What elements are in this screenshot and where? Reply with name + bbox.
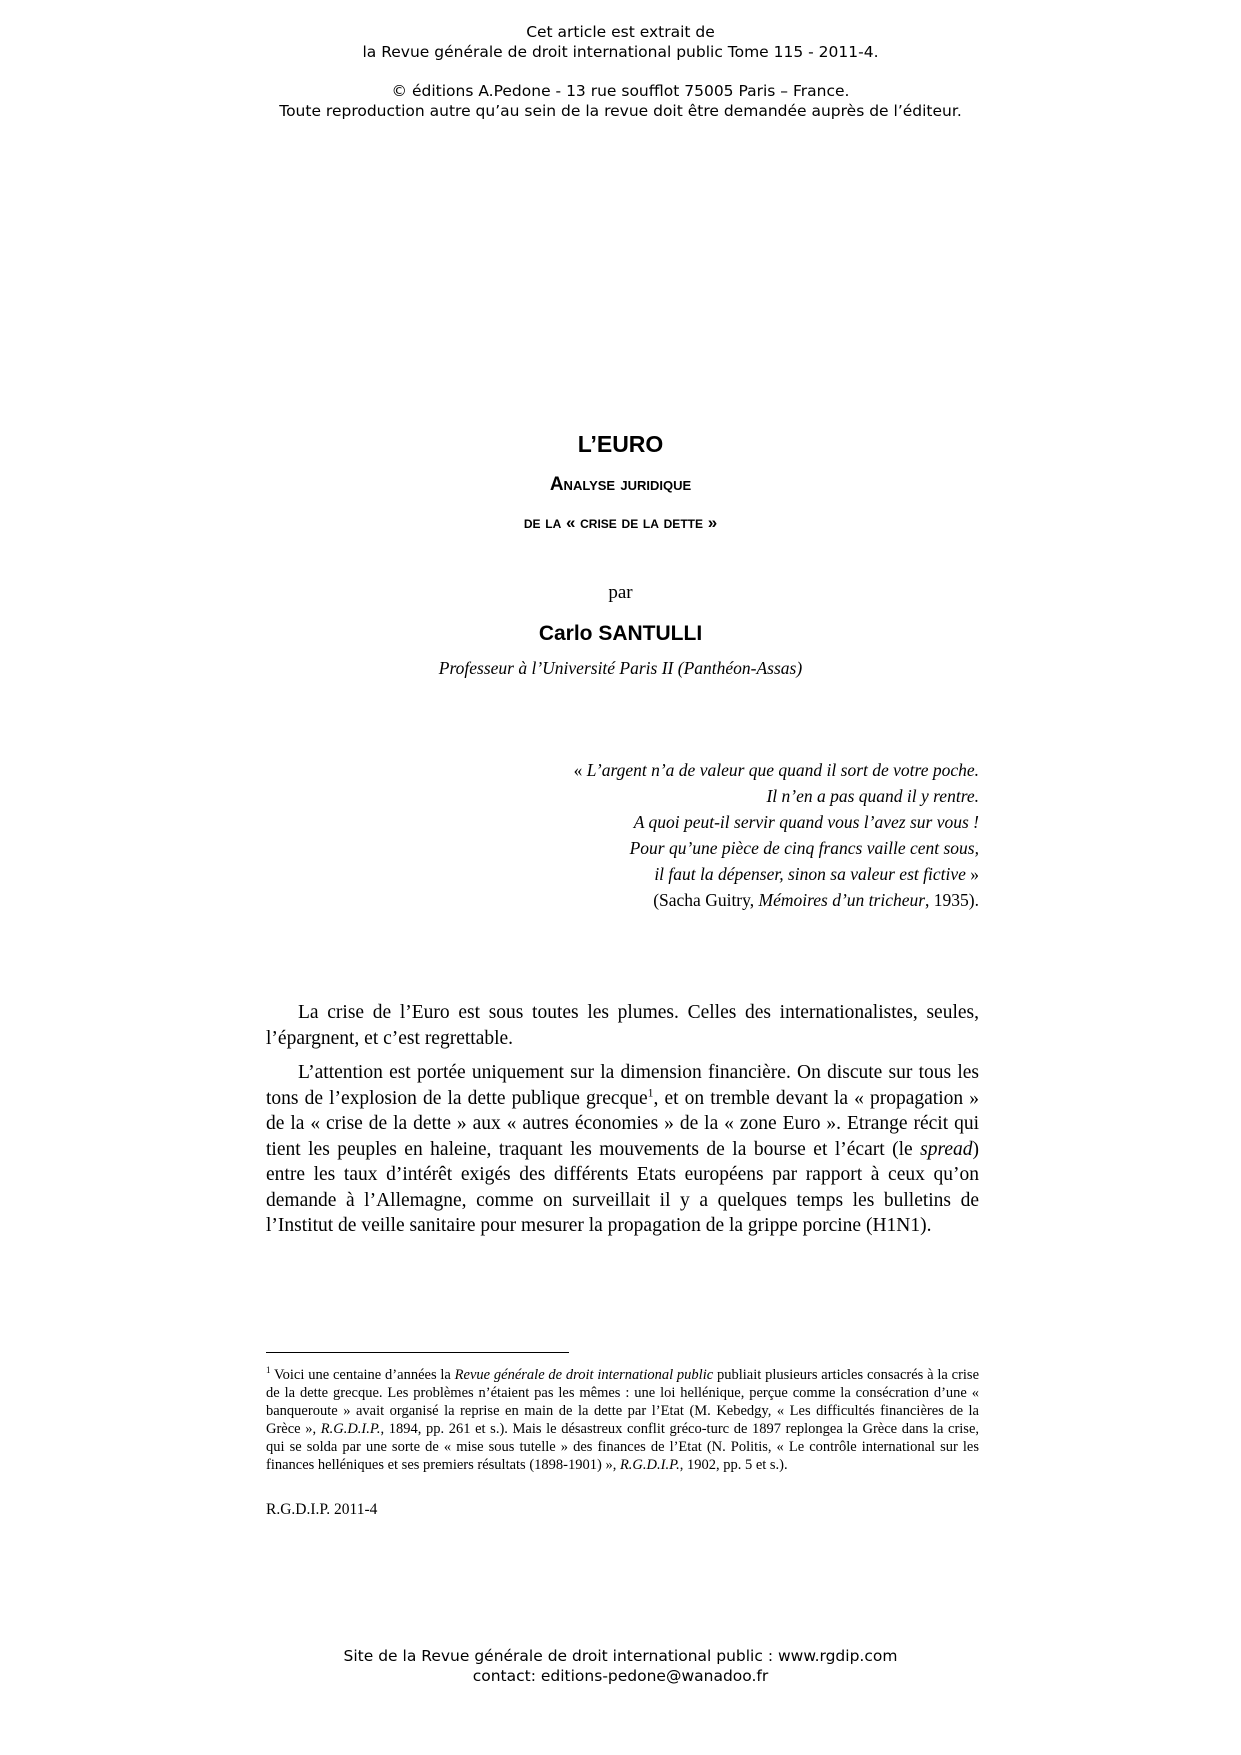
body-paragraph-2-part-a: L’attention est portée uniquement sur la dimension financière. On discute sur tous les tons de l’explosion de la dette publique grecque: [266, 1062, 979, 1109]
epigraph-source: [574, 887, 979, 913]
footer: [0, 1646, 1241, 1686]
header-gap: [0, 62, 1241, 81]
epigraph-line-5-text: il faut la dépenser, sinon sa valeur est fictive: [654, 864, 966, 884]
footnote-reference-1[interactable]: 1: [647, 1086, 654, 1099]
footnote-part-a: Voici une centaine d’années la: [270, 1366, 455, 1383]
body-paragraph-2-emphasis: spread: [920, 1138, 973, 1160]
epigraph-line-4: Pour qu’une pièce de cinq francs vaille cent sous,: [629, 838, 979, 858]
epigraph-line-5: [574, 861, 979, 887]
footnote-part-b: Revue générale de droit international public: [454, 1366, 714, 1383]
header-line-3: © éditions A.Pedone - 13 rue soufflot 75005 Paris – France.: [391, 82, 850, 100]
epigraph-line-1-text: L’argent n’a de valeur que quand il sort de votre poche.: [586, 760, 979, 780]
epigraph-line-1: [574, 757, 979, 783]
epigraph-source-title: Mémoires d’un tricheur: [758, 890, 926, 910]
article-subtitle-1: Analyse juridique: [549, 474, 692, 495]
byline: par: [608, 582, 633, 603]
footnote-part-f: R.G.D.I.P.: [619, 1456, 680, 1473]
epigraph-source-pre: (Sacha Guitry,: [653, 890, 759, 910]
title-block: [0, 430, 1241, 534]
epigraph-open-quote: «: [573, 760, 587, 780]
body-paragraph-2: [266, 1060, 979, 1239]
epigraph-line-2: Il n’en a pas quand il y rentre.: [766, 786, 979, 806]
footnote-1: [266, 1361, 979, 1474]
epigraph-line-3: A quoi peut-il servir quand vous l’avez sur vous !: [633, 812, 979, 832]
journal-reference: R.G.D.I.P. 2011-4: [266, 1501, 378, 1518]
footnote-part-g: , 1902, pp. 5 et s.).: [679, 1456, 788, 1473]
header-line-4: Toute reproduction autre qu’au sein de la revue doit être demandée auprès de l’éditeur.: [279, 102, 962, 120]
author-name: Carlo SANTULLI: [538, 622, 703, 645]
epigraph-source-post: , 1935).: [925, 890, 979, 910]
footnote-part-e: , 1894, pp. 261 et s.). Mais le désastreux conflit gréco-turc de 1897 replongea la Grèce dans la crise, qui se solda par une sorte de « mise sous tutelle » des finances de l’Etat (N. Politis, « Le contrôle international sur les finances helléniques et ses premiers résultats (1898-1901) »,: [266, 1420, 980, 1473]
body-paragraph-2-part-c: ) entre les taux d’intérêt exigés des différents Etats européens par rapport à ceux qu’on demande à l’Allemagne, comme on surveillait il y a quelques temps les bulletins de l’Institut de veille sanitaire pour mesurer la propagation de la grippe porcine (H1N1).: [266, 1138, 979, 1236]
article-subtitle-2: de la « crise de la dette »: [523, 513, 718, 532]
header-notice: [0, 22, 1241, 121]
header-line-2: la Revue générale de droit international public Tome 115 - 2011-4.: [362, 43, 879, 61]
footer-site-line[interactable]: Site de la Revue générale de droit international public : www.rgdip.com: [343, 1647, 898, 1665]
body-paragraph-1: La crise de l’Euro est sous toutes les plumes. Celles des internationalistes, seules, l’épargnent, et c’est regrettable.: [266, 1002, 979, 1049]
footnote-divider: [266, 1352, 569, 1353]
body-paragraph-2-part-b: , et on tremble devant la « propagation » de la « crise de la dette » aux « autres économies » de la « zone Euro ». Etrange récit qui tient les peuples en haleine, traquant les mouvements de la bourse et l’écart (le: [266, 1087, 979, 1160]
footer-contact-line[interactable]: contact: editions-pedone@wanadoo.fr: [472, 1667, 769, 1685]
epigraph-close-quote: »: [965, 864, 979, 884]
epigraph: [574, 757, 979, 913]
body-text: [266, 1000, 979, 1248]
footnote-number: 1: [266, 1365, 271, 1375]
article-title: L’EURO: [577, 431, 664, 457]
footnote-part-d: R.G.D.I.P.: [320, 1420, 381, 1437]
author-affiliation: Professeur à l’Université Paris II (Panthéon-Assas): [438, 658, 803, 678]
footnote-part-c: publiait plusieurs articles consacrés à la crise de la dette grecque. Les problèmes n’étaient pas les mêmes : une loi hellénique, perçue comme la consécration d’une « banqueroute » avait organisé la reprise en main de la dette par l’Etat (M. Kebedgy, « Les difficultés financières de la Grèce »,: [266, 1366, 980, 1437]
header-line-1: Cet article est extrait de: [526, 23, 715, 41]
